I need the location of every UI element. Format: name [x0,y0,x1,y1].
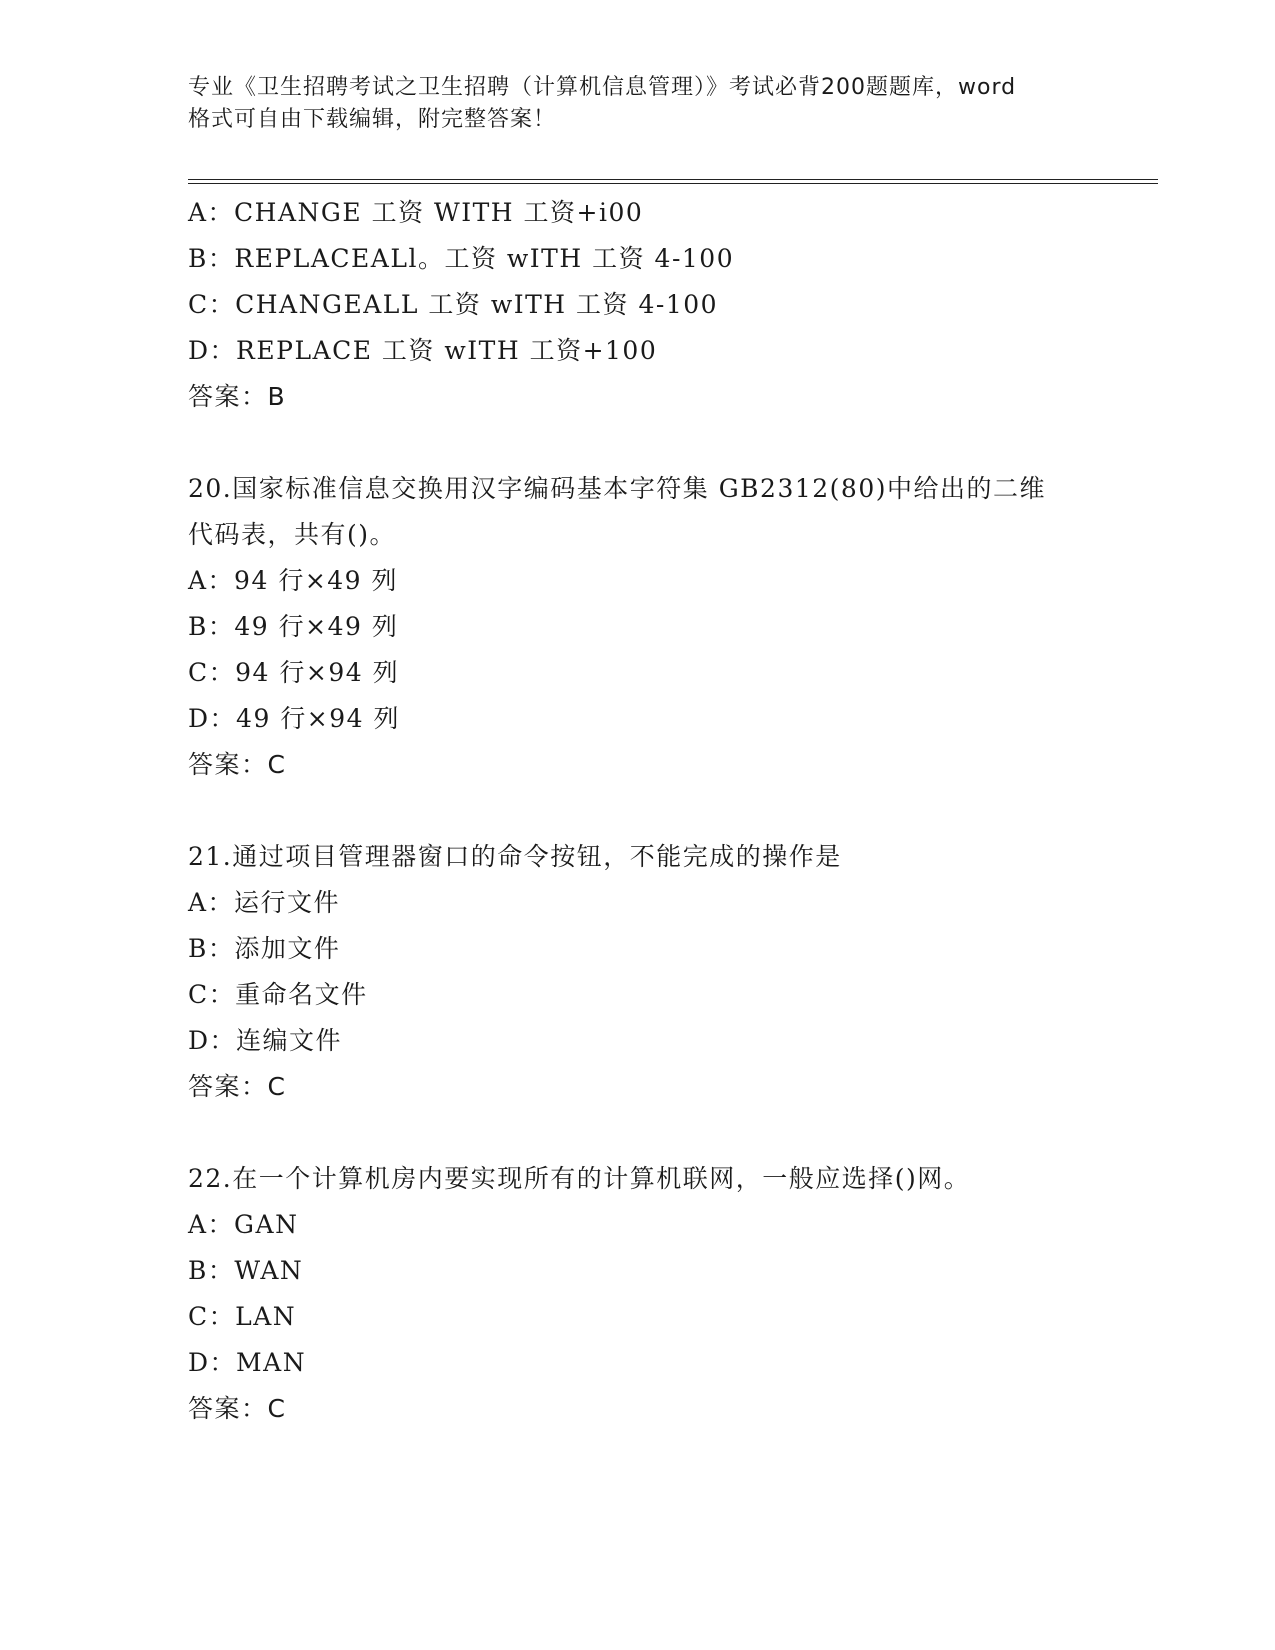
option-b: B：49 行×49 列 [188,612,399,641]
spacer [188,788,1138,834]
option-d: D：连编文件 [188,1026,343,1055]
question-19 [188,190,1138,420]
header-title-line-2: 格式可自由下载编辑，附完整答案！ [188,107,557,132]
header-divider-bottom [188,183,1158,184]
option-c: C：CHANGEALL 工资 wITH 工资 4-100 [188,290,719,319]
question-text-line-1: 21.通过项目管理器窗口的命令按钮，不能完成的操作是 [188,842,842,871]
question-text-line-2: 代码表，共有()。 [188,520,397,549]
spacer [188,420,1138,466]
question-text-line-1: 20.国家标准信息交换用汉字编码基本字符集 GB2312(80)中给出的二维 [188,474,1046,503]
question-21 [188,834,1138,1110]
header-title-line-1: 专业《卫生招聘考试之卫生招聘（计算机信息管理）》考试必背200题题库，word [188,75,1017,100]
answer-label: 答案：B [188,382,287,411]
option-a: A：94 行×49 列 [188,566,399,595]
spacer [188,1110,1138,1156]
option-a: A：GAN [188,1210,299,1239]
question-list [188,190,1138,1432]
question-text-line-1: 22.在一个计算机房内要实现所有的计算机联网，一般应选择()网。 [188,1164,971,1193]
option-a: A：CHANGE 工资 WITH 工资+i00 [188,198,644,227]
option-b: B：REPLACEALl。工资 wITH 工资 4-100 [188,244,735,273]
option-c: C：LAN [188,1302,297,1331]
document-header [188,72,1088,136]
option-d: D：REPLACE 工资 wITH 工资+100 [188,336,658,365]
option-d: D：MAN [188,1348,307,1377]
header-divider-top [188,179,1158,180]
answer-label: 答案：C [188,750,287,779]
option-b: B：添加文件 [188,934,341,963]
option-b: B：WAN [188,1256,304,1285]
option-d: D：49 行×94 列 [188,704,401,733]
option-a: A：运行文件 [188,888,341,917]
answer-label: 答案：C [188,1072,287,1101]
option-c: C：重命名文件 [188,980,368,1009]
question-22 [188,1156,1138,1432]
question-20 [188,466,1138,788]
answer-label: 答案：C [188,1394,287,1423]
option-c: C：94 行×94 列 [188,658,400,687]
